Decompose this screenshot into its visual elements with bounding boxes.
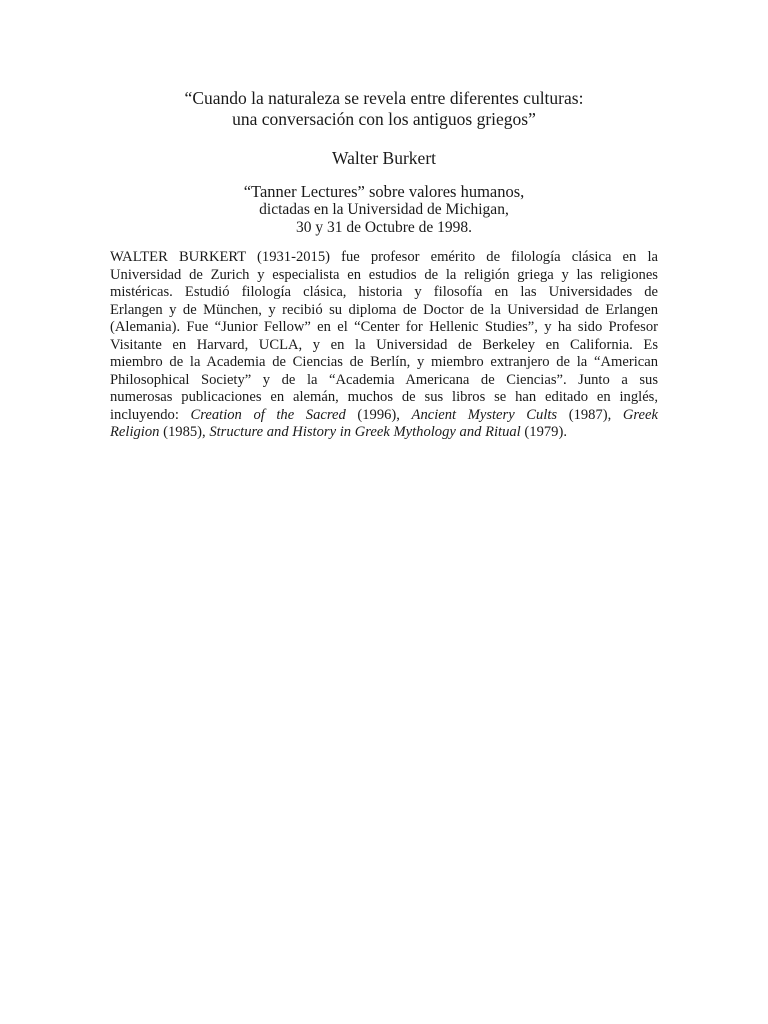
bio-text: (1985), xyxy=(163,424,206,440)
author-biography xyxy=(110,249,658,442)
bio-line: numerosas publicaciones en alemán, muchos de sus libros se han editado en inglés, xyxy=(110,389,658,405)
title-line-1: “Cuando la naturaleza se revela entre diferentes culturas: xyxy=(184,88,584,108)
title-line-2: una conversación con los antiguos griegos” xyxy=(232,109,536,129)
lecture-line-3: 30 y 31 de Octubre de 1998. xyxy=(295,219,473,236)
bio-text: incluyendo: xyxy=(110,406,179,423)
author-name: Walter Burkert xyxy=(331,148,437,168)
bio-text: (1996), xyxy=(357,406,400,423)
bio-line: Universidad de Zurich y especialista en estudios de la religión griega y las religiones xyxy=(110,266,658,283)
bio-line: WALTER BURKERT (1931-2015) fue profesor emérito de filología clásica en la xyxy=(110,249,658,265)
bio-line: Erlangen y de München, y recibió su diploma de Doctor de la Universidad de Erlangen xyxy=(110,301,658,318)
lecture-info xyxy=(0,183,768,237)
bio-text: (1979). xyxy=(524,424,567,440)
bio-line: miembro de la Academia de Ciencias de Berlín, y miembro extranjero de la “American xyxy=(110,354,658,370)
bio-line xyxy=(110,407,658,425)
book-title: Greek xyxy=(622,406,658,423)
book-title: Creation of the Sacred xyxy=(190,406,346,423)
lecture-line-2: dictadas en la Universidad de Michigan, xyxy=(259,201,509,218)
bio-line: Philosophical Society” y de la “Academia Americana de Ciencias”. Junto a sus xyxy=(110,371,658,388)
book-title: Religion xyxy=(110,424,160,440)
lecture-line-1: “Tanner Lectures” sobre valores humanos, xyxy=(243,182,525,201)
bio-line: mistéricas. Estudió filología clásica, historia y filosofía en las Universidades de xyxy=(110,284,658,300)
bio-line: (Alemania). Fue “Junior Fellow” en el “Center for Hellenic Studies”, y ha sido Profesor xyxy=(110,319,658,335)
document-title xyxy=(0,88,768,130)
bio-line: Visitante en Harvard, UCLA, y en la Universidad de Berkeley en California. Es xyxy=(110,336,658,353)
book-title: Structure and History in Greek Mythology and Ritual xyxy=(209,424,521,440)
bio-line xyxy=(110,424,658,442)
bio-text: (1987), xyxy=(568,406,612,423)
book-title: Ancient Mystery Cults xyxy=(411,406,558,423)
